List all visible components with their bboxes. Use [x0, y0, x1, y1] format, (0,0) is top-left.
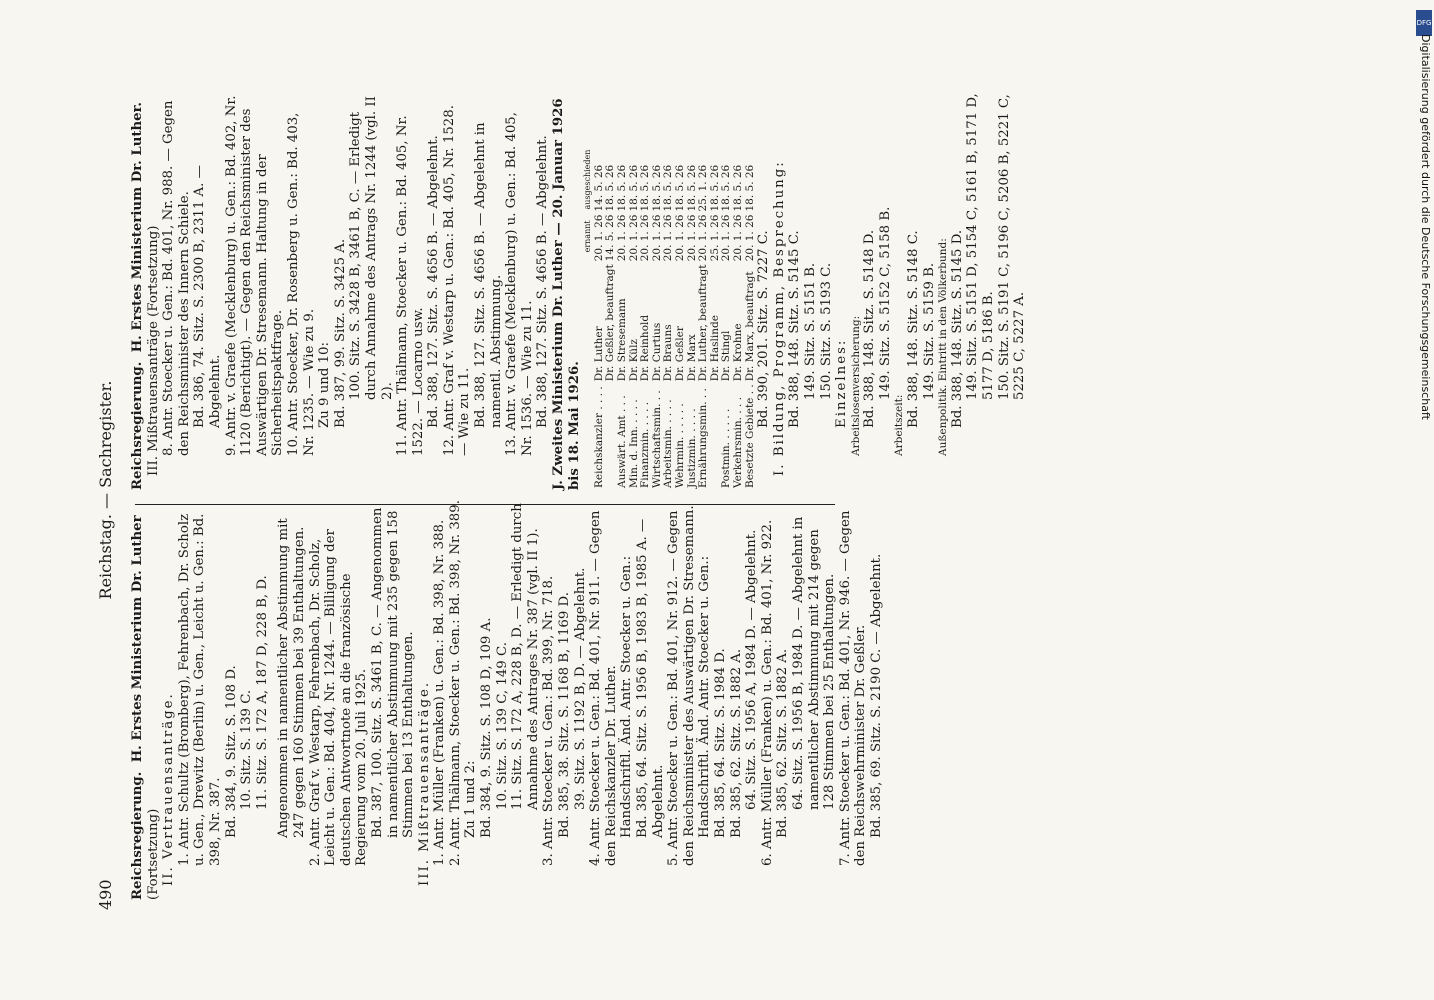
text-line: 13. Antr. v. Graefe (Mecklenburg) u. Gen.: Bd. 405, Nr. 1536. — Wie zu 11. — [504, 107, 535, 456]
table-row — [745, 148, 757, 488]
table-cell: 20. 1. 26 — [650, 214, 663, 262]
table-cell: Dr. Stingl — [720, 330, 733, 382]
ministers-table — [582, 148, 756, 488]
table-cell: 18. 5. 26 — [604, 164, 617, 212]
text-line: 1. Antr. Müller (Franken) u. Gen.: Bd. 398, Nr. 388. — [432, 519, 448, 866]
text-line: Bd. 387, 99. Sitz. S. 3425 A. — [332, 238, 348, 428]
table-cell: 14. 5. 26 — [604, 214, 617, 262]
table-cell: 18. 5. 26 — [662, 164, 675, 212]
text-line: Bd. 384, 9. Sitz. S. 108 D. — [223, 665, 239, 838]
text-line: 149. Sitz. S. 5151 B. — [802, 262, 818, 400]
text-line: 11. Sitz. S. 172 A, 228 B, D. — Erledigt durch Annahme des Antrages Nr. 387 (vgl. II 1). — [510, 499, 541, 810]
table-cell: 20. 1. 26 — [662, 214, 675, 262]
table-cell: Dr. Haslinde — [708, 315, 721, 382]
table-cell: Dr. Brauns — [662, 324, 675, 382]
text-line: Bd. 388, 127. Sitz. S. 4656 B. — Abgelehnt in namentl. Abstimmung. — [473, 118, 504, 428]
text-line: 5. Antr. Stoecker u. Gen.: Bd. 401, Nr. 912. — Gegen den Reichsminister des Auswärtigen Dr. Stresemann. — [666, 505, 697, 866]
left-column — [130, 500, 885, 900]
text-line: Einzelnes: — [834, 338, 850, 428]
table-cell: Arbeitsmin. . . . . — [662, 399, 675, 488]
text-line: Bd. 385, 64. Sitz. S. 1984 D. — [712, 648, 728, 838]
text-line: Bd. 388, 148. Sitz. S. 5148 C. — [906, 230, 922, 428]
table-cell: 20. 1. 26 — [743, 214, 756, 262]
text-line: Bd. 386, 74. Sitz. S. 2300 B, 2311 A. — Abgelehnt. — [192, 160, 223, 428]
head-left: ausgeschieden — [583, 149, 593, 210]
table-cell: 18. 5. 26 — [616, 164, 628, 212]
text-line: 6. Antr. Müller (Franken) u. Gen.: Bd. 401, Nr. 922. — [759, 519, 775, 866]
text-line: Zu 9 und 10: — [317, 342, 333, 428]
table-cell: Justizmin. . . . . — [685, 408, 698, 488]
table-cell: Postmin. . . . . . — [720, 408, 733, 488]
table-cell: Dr. Krohne — [731, 323, 744, 382]
table-cell: Min. d. Inn. . . . . — [627, 399, 640, 488]
table-cell: 18. 5. 26 — [639, 164, 652, 212]
table-cell: 20. 1. 26 — [639, 214, 652, 262]
table-cell: 18. 5. 26 — [731, 164, 744, 212]
text-line: 12. Antr. Graf v. Westarp u. Gen.: Bd. 405, Nr. 1528. — Wie zu 11. — [441, 100, 473, 456]
table-cell: 20. 1. 26 — [592, 214, 605, 262]
table-cell: Dr. Curtius — [650, 322, 663, 382]
table-cell: 18. 5. 26 — [685, 164, 698, 212]
text-line: Bd. 388, 148. Sitz. S. 5145 D. — [949, 229, 965, 428]
text-line: 8. Antr. Stoecker u. Gen.: Bd. 401, Nr. 988. — Gegen den Reichsminister des Innern Schiele. — [161, 96, 192, 456]
text-line: Bd. 385, 62. Sitz. S. 1882 A. — [728, 648, 744, 838]
table-cell: 25. 1. 26 — [697, 164, 710, 212]
text-line: Reichsregierung. H. Erstes Ministerium Dr. Luther. — [130, 101, 145, 490]
table-cell: Besetzte Gebiete . . — [743, 384, 756, 488]
table-cell: Dr. Reinhold — [639, 314, 652, 382]
text-line: 4. Antr. Stoecker u. Gen.: Bd. 401, Nr. 911. — Gegen den Reichskanzler Dr. Luther. — [588, 506, 619, 866]
text-line: 1. Antr. Schultz (Bromberg), Fehrenbach, Dr. Scholz u. Gen., Drewitz (Berlin) u. Gen., Leicht u. Gen.: Bd. 398, Nr. 387. — [176, 509, 223, 866]
table-cell: 20. 1. 26 — [673, 214, 686, 262]
right-column-top — [130, 90, 582, 490]
text-line: Bd. 385, 38. Sitz. S. 1168 B, 1169 D. — [557, 592, 573, 838]
text-line: 2. Antr. Thälmann, Stoecker u. Gen.: Bd. 398, Nr. 389. — [447, 500, 463, 866]
text-line: Bd. 385, 62. Sitz. S. 1882 A. — [775, 648, 791, 838]
text-line: Arbeitslosenversicherung: — [849, 315, 862, 456]
table-cell: 25. 1. 26 — [708, 214, 721, 262]
text-line: II. Vertrauensanträge. — [161, 692, 177, 886]
text-line: 7. Antr. Stoecker u. Gen.: Bd. 401, Nr. 946. — Gegen den Reichswehrminister Dr. Geßler. — [837, 506, 869, 866]
table-cell: 20. 1. 26 — [720, 214, 733, 262]
text-line: J. Zweites Ministerium Dr. Luther — 20. Januar 1926 bis 18. Mai 1926. — [551, 93, 582, 490]
table-cell: Reichskanzler . . . . — [592, 386, 605, 488]
table-cell: Dr. Stresemann — [616, 298, 628, 382]
text-line: Bd. 388, 148. Sitz. S. 5145 C. — [787, 230, 803, 428]
text-line: Handschriftl. Änd. Antr. Stoecker u. Gen.: — [697, 555, 713, 838]
dfg-logo: DFG — [1416, 10, 1432, 36]
text-line: I. Bildung, Programm, Besprechung: — [771, 160, 787, 476]
table-cell: Dr. Luther, beauftragt — [697, 264, 710, 382]
table-cell: Ernährungsmin. . . — [697, 388, 710, 488]
text-line: Bd. 388, 127. Sitz. S. 4656 B. — Abgelehnt. — [426, 135, 442, 428]
table-cell: 18. 5. 26 — [673, 164, 686, 212]
text-line: (Fortsetzung) — [145, 808, 161, 900]
text-line: 149. Sitz. S. 5151 D, 5154 C, 5161 B, 5171 D, 5177 D, 5186 B. — [965, 88, 997, 400]
table-cell: 18. 5. 26 — [708, 164, 721, 212]
text-line: Außenpolitik. Eintritt in den Völkerbund: — [937, 238, 950, 456]
table-cell: 20. 1. 26 — [697, 214, 710, 262]
table-cell: 18. 5. 26 — [743, 164, 756, 212]
text-line: Arbeitszeit: — [893, 394, 906, 456]
text-line: Bd. 390, 201. Sitz. S. 7227 C. — [756, 230, 772, 428]
text-line: Bd. 385, 69. Sitz. S. 2190 C. — Abgelehnt. — [868, 553, 884, 838]
text-line: 10. Sitz. S. 139 C. — [239, 689, 255, 810]
text-line: 10. Sitz. S. 139 C, 149 C. — [494, 642, 510, 810]
text-line: Handschriftl. Änd. Antr. Stoecker u. Gen.: — [619, 555, 635, 838]
running-title: Reichstag. — Sachregister. — [96, 380, 115, 600]
table-row — [675, 148, 687, 488]
text-line: III. Mißtrauensanträge. — [416, 680, 432, 886]
text-line: 39. Sitz. S. 1192 B, D. — Abgelehnt. — [572, 567, 588, 810]
head-appointed: ernannt — [583, 220, 593, 253]
text-line: 3. Antr. Stoecker u. Gen.: Bd. 399, Nr. 718. — [541, 575, 557, 866]
text-line: Bd. 387, 100. Sitz. S. 3461 B, C. — Angenommen in namentlicher Abstimmung mit 235 gegen 158 Stimmen bei 13 Enthaltungen. — [369, 503, 417, 838]
text-line: III. Mißtrauensanträge (Fortsetzung) — [145, 225, 161, 476]
text-line: Bd. 385, 64. Sitz. S. 1956 B, 1983 B, 1985 A. — Abgelehnt. — [635, 514, 666, 838]
table-cell: Auswärt. Amt . . . — [616, 395, 628, 488]
text-line: 100. Sitz. S. 3428 B, 3461 B, C. — Erledigt durch Annahme des Antrags Nr. 1244 (vgl. II 2). — [348, 91, 395, 400]
table-cell: Dr. Marx, beauftragt — [743, 271, 756, 382]
table-cell: 18. 5. 26 — [650, 164, 663, 212]
text-line: Zu 1 und 2: — [463, 760, 479, 838]
running-header — [96, 70, 122, 910]
table-cell: Dr. Geßler, beauftragt — [604, 264, 617, 382]
table-cell: Dr. Luther — [592, 326, 605, 382]
text-line: 2. Antr. Graf v. Westarp, Fehrenbach, Dr. Scholz, Leicht u. Gen.: Bd. 404, Nr. 1244. — Billigung der deutschen Antwortnote an die französische Regierung vom 20. Juli 1925. — [307, 524, 370, 866]
text-line: 150. Sitz. S. 5191 C, 5196 C, 5206 B, 5221 C, 5225 C, 5227 A. — [996, 89, 1028, 400]
text-line: Bd. 384, 9. Sitz. S. 108 D, 109 A. — [479, 617, 495, 838]
text-line: 149. Sitz. S. 5152 C, 5158 B. — [877, 206, 893, 400]
table-cell: Finanzmin. . . . . — [639, 401, 652, 488]
table-cell: Dr. Külz — [627, 339, 640, 382]
table-cell: 18. 5. 26 — [627, 164, 640, 212]
page-number: 490 — [96, 879, 115, 910]
table-cell: Verkehrsmin. . . . — [731, 396, 744, 488]
text-line: Bd. 388, 127. Sitz. S. 4656 B. — Abgelehnt. — [535, 135, 551, 428]
table-cell: 14. 5. 26 — [592, 164, 605, 212]
text-line: 64. Sitz. S. 1956 B, 1984 D. — Abgelehnt in namentlicher Abstimmung mit 214 gegen 128 Stimmen bei 25 Enthaltungen. — [790, 512, 838, 810]
table-cell: 18. 5. 26 — [720, 164, 733, 212]
digitization-credit: Digitalisierung gefördert durch die Deutsche Forschungsgemeinschaft — [1419, 34, 1432, 420]
text-line: 150. Sitz. S. 5193 C. — [818, 262, 834, 400]
table-cell: 20. 1. 26 — [731, 214, 744, 262]
table-cell: 20. 1. 26 — [627, 214, 640, 262]
table-cell: 20. 1. 26 — [685, 214, 698, 262]
text-line: Angenommen in namentlicher Abstimmung mit 247 gegen 160 Stimmen bei 39 Enthaltungen. — [276, 514, 307, 838]
table-cell: 20. 1. 26 — [616, 214, 628, 262]
text-line: 11. Sitz. S. 172 A, 187 D, 228 B, D. — [254, 575, 270, 810]
table-cell: Dr. Marx — [685, 334, 698, 382]
text-line: Reichsregierung. H. Erstes Ministerium Dr. Luther — [130, 515, 145, 900]
table-cell: Wehrmin. . . . . . — [673, 403, 686, 488]
text-line: 149. Sitz. S. 5159 B. — [921, 262, 937, 400]
text-line: 11. Antr. Thälmann, Stoecker u. Gen.: Bd. 405, Nr. 1522. — Locarno usw. — [395, 111, 426, 456]
text-line: Bd. 388, 148. Sitz. S. 5148 D. — [862, 229, 878, 428]
right-column-bottom — [756, 90, 1028, 490]
table-row — [698, 148, 710, 488]
table-row — [733, 148, 745, 488]
text-line: 64. Sitz. S. 1956 A, 1984 D. — Abgelehnt. — [744, 529, 760, 810]
table-row — [617, 148, 629, 488]
table-cell: Dr. Geßler — [673, 326, 686, 382]
right-column — [130, 90, 1028, 490]
text-line: 10. Antr. Stoecker, Dr. Rosenberg u. Gen.: Bd. 403, Nr. 1235. — Wie zu 9. — [285, 108, 317, 456]
table-cell: Wirtschaftsmin. . . — [650, 390, 663, 488]
text-line: 9. Antr. v. Graefe (Mecklenburg) u. Gen.: Bd. 402, Nr. 1120 (Berichtigt). — Gegen den Reichsminister des Auswärtigen Dr. Stresemann. Haltung in der Sicherheitspaktfrage. — [223, 91, 286, 456]
